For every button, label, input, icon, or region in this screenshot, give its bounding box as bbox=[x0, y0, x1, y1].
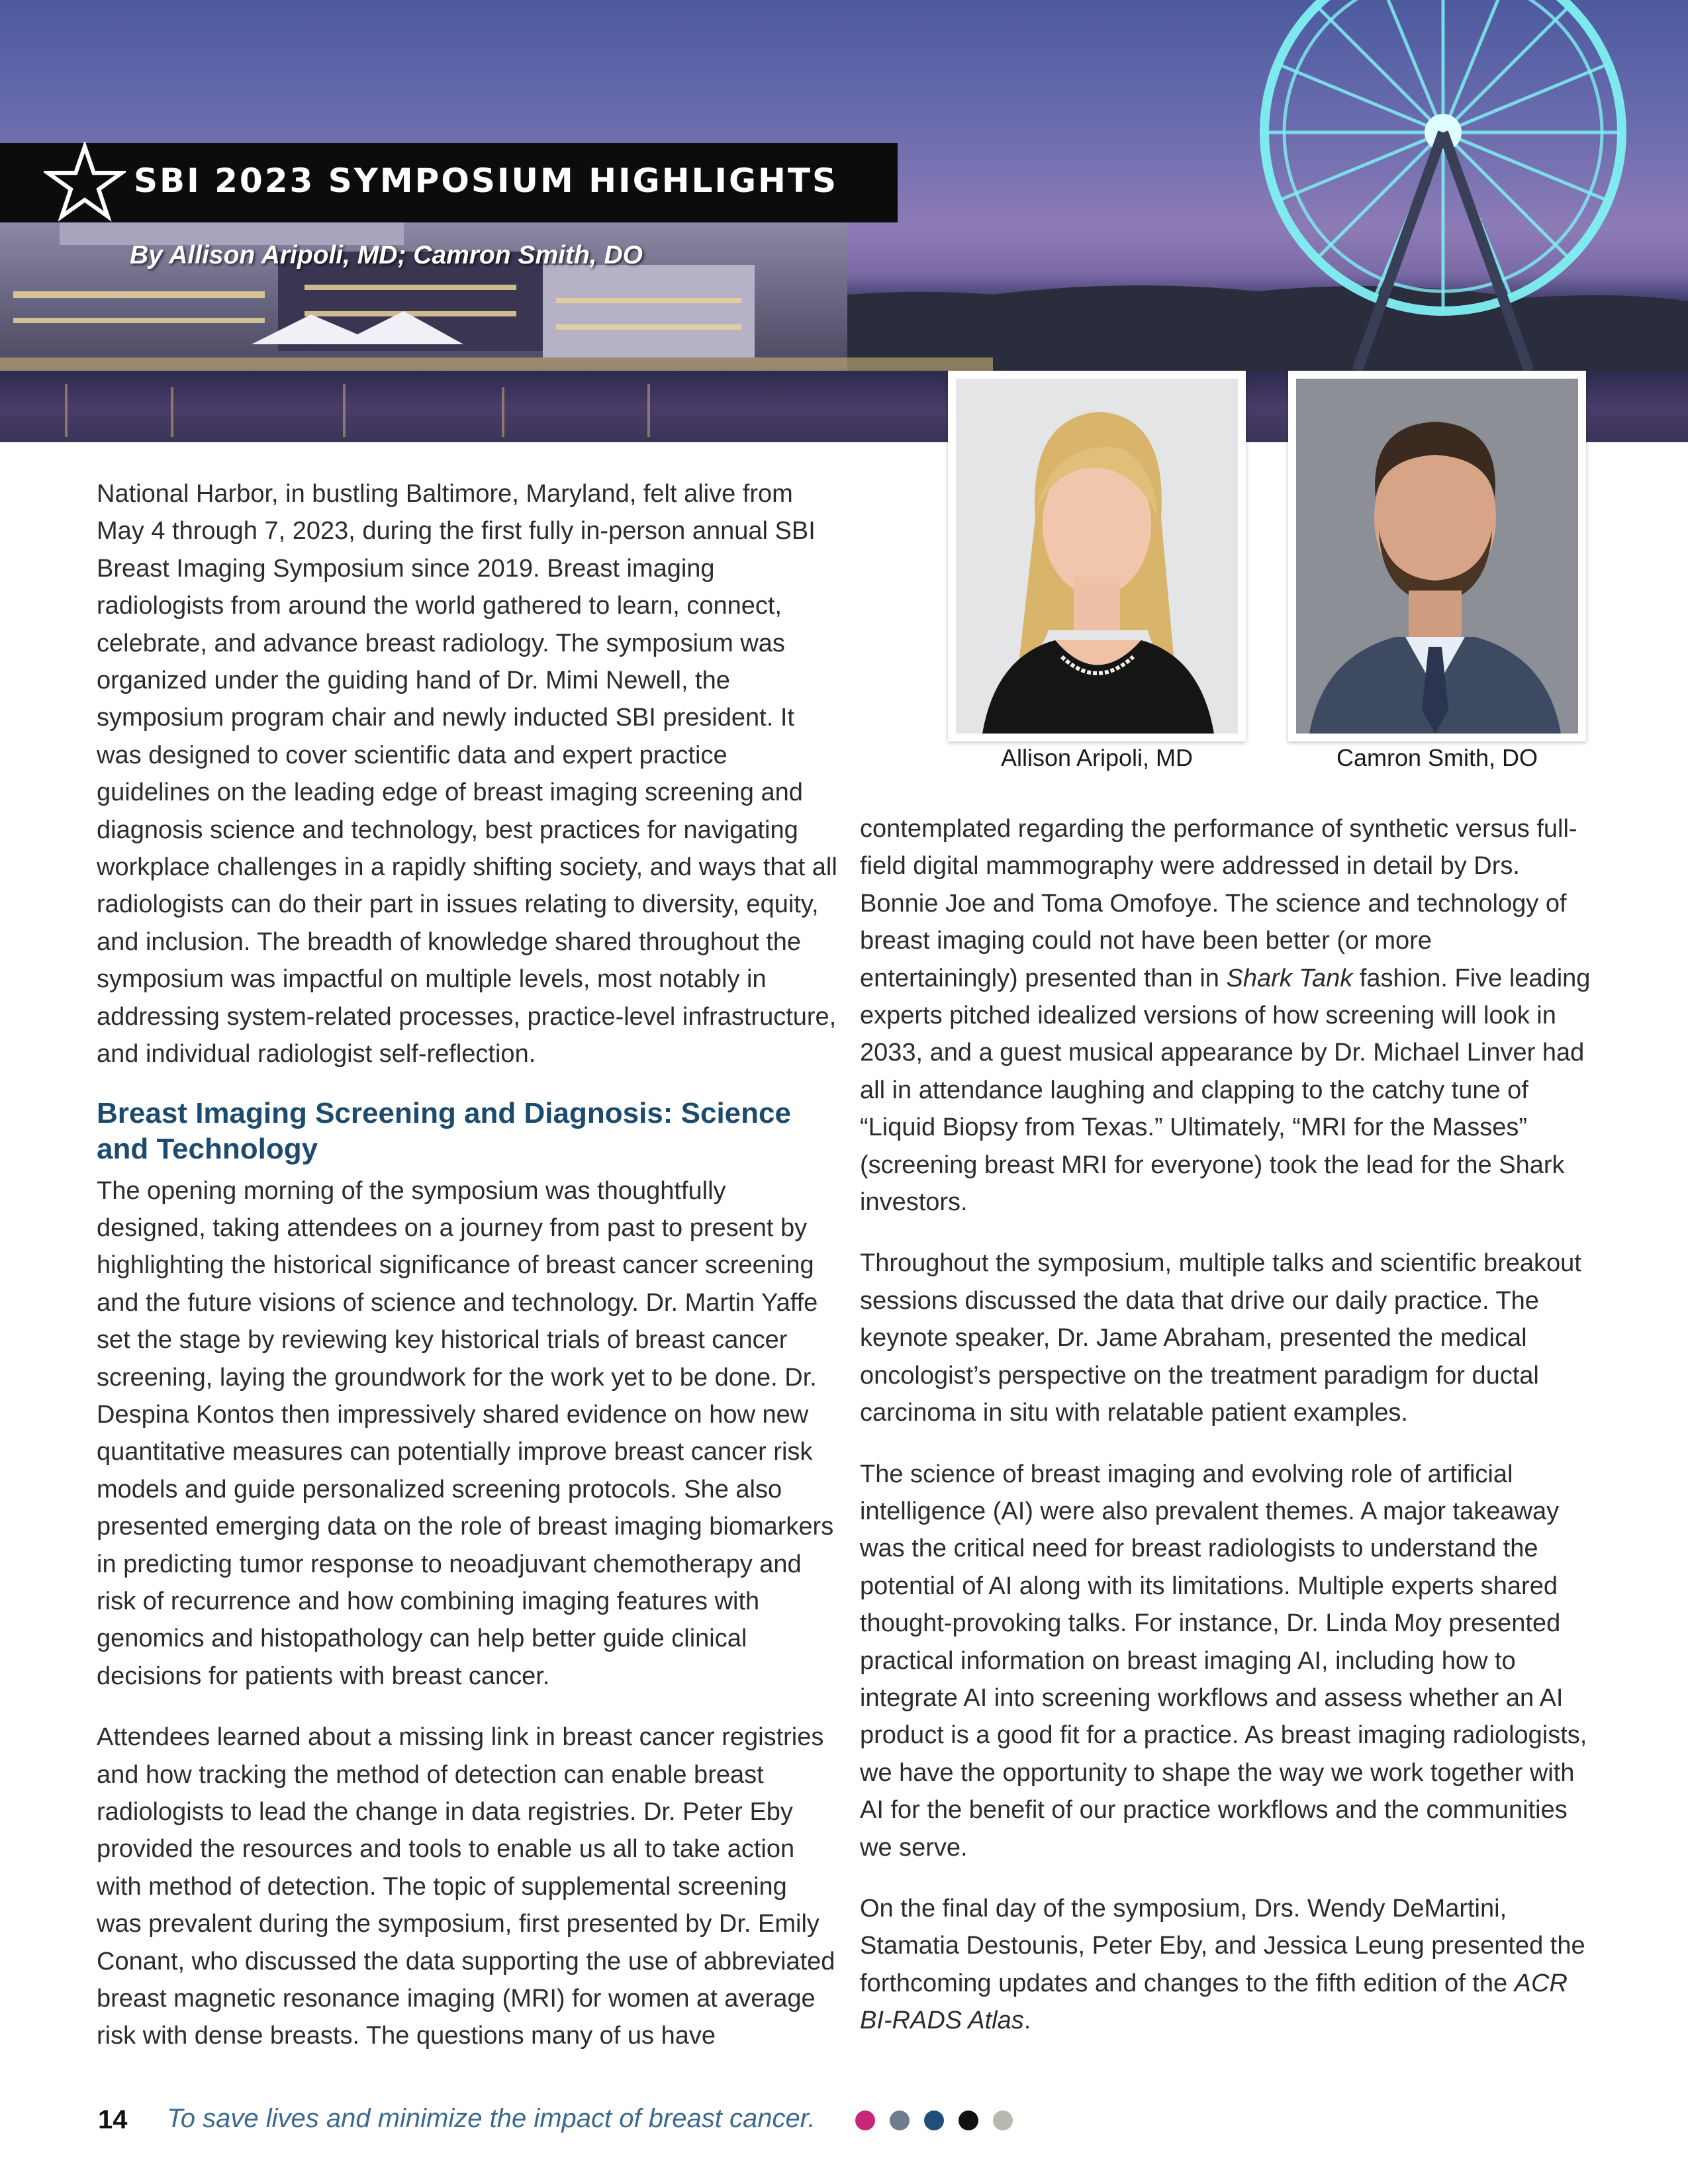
dot-slate bbox=[890, 2111, 910, 2130]
photo-caption-aripoli: Allison Aripoli, MD bbox=[1000, 744, 1194, 771]
page-title: SBI 2023 SYMPOSIUM HIGHLIGHTS bbox=[134, 162, 839, 200]
intro-paragraph: National Harbor, in bustling Baltimore, Maryland, felt alive from May 4 through 7, 2023, during the first fully in-person annual SBI Breast Imaging Symposium since 2019. Breast imaging radiologists from around the world gathered to learn, connect, celebrate, and advance breast radiology. The symposium was organized under the guiding hand of Dr. Mimi Newell, the symposium program chair and newly inducted SBI president. It was designed to cover scientific data and expert practice guidelines on the leading edge of breast imaging screening and diagnosis science and technology, best practices for navigating workplace challenges in a rapidly shifting society, and ways that all radiologists can do their part in issues relating to diversity, equity, and inclusion. The breadth of knowledge shared throughout the symposium was impactful on multiple levels, most notably in addressing system-related processes, practice-level infrastructure, and individual radiologist self-reflection. bbox=[97, 480, 837, 1068]
section-heading: Breast Imaging Screening and Diagnosis: Science and Technology bbox=[97, 1096, 791, 1165]
portrait-camron bbox=[1296, 379, 1578, 734]
dot-black bbox=[959, 2111, 978, 2130]
page-number: 14 bbox=[98, 2105, 128, 2134]
paragraph-shark-tank: contemplated regarding the performance of synthetic versus full-field digital mammography were addressed in detail by Drs. Bonnie Joe and Toma Omofoye. The science and technology of breast imaging could not have been better (or more entertainingly) presented than in Shark Tank fashion. Five leading experts pitched idealized versions of how screening will look in 2033, and a guest musical appearance by Dr. Michael Linver had all in attendance laughing and clapping to the catchy tune of “Liquid Biopsy from Texas.” Ultimately, “MRI for the Masses” (screening breast MRI for everyone) took the lead for the Shark investors. bbox=[860, 815, 1591, 1217]
footer-tagline: To save lives and minimize the impact of breast cancer. bbox=[167, 2104, 816, 2133]
emphasis-shark-tank: Shark Tank bbox=[1226, 964, 1353, 992]
star-icon bbox=[44, 142, 126, 224]
title-banner bbox=[0, 143, 898, 222]
photo-allison-aripoli bbox=[948, 371, 1246, 741]
ferris-wheel bbox=[1264, 0, 1622, 311]
paragraph-keynote: Throughout the symposium, multiple talks and scientific breakout sessions discussed the data that drive our daily practice. The keynote speaker, Dr. Jame Abraham, presented the medical oncologist’s perspective on the treatment paradigm for ductal carcinoma in situ with relatable patient examples. bbox=[860, 1249, 1581, 1427]
brand-dots bbox=[855, 2111, 1013, 2132]
dot-navy bbox=[924, 2111, 944, 2130]
paragraph-opening-morning: The opening morning of the symposium was thoughtfully designed, taking attendees on a journey from past to present by highlighting the historical significance of breast cancer screening and the future visions of science and technology. Dr. Martin Yaffe set the stage by reviewing key historical trials of breast cancer screening, laying the groundwork for the work yet to be done. Dr. Despina Kontos then impressively shared evidence on how new quantitative measures can potentially improve breast cancer risk models and guide personalized screening protocols. She also presented emerging data on the role of breast imaging biomarkers in predicting tumor response to neoadjuvant chemotherapy and risk of recurrence and how combining imaging features with genomics and histopathology can help better guide clinical decisions for patients with breast cancer. bbox=[97, 1176, 834, 1690]
emphasis-birads-atlas: ACR BI-RADS Atlas bbox=[860, 1969, 1568, 2035]
photo-camron-smith bbox=[1288, 371, 1586, 741]
dot-magenta bbox=[855, 2111, 875, 2130]
photo-caption-smith: Camron Smith, DO bbox=[1336, 744, 1538, 771]
dot-gray bbox=[993, 2111, 1013, 2130]
paragraph-final-day: On the final day of the symposium, Drs. Wendy DeMartini, Stamatia Destounis, Peter Eby, and Jessica Leung presented the forthcoming updates and changes to the fifth edition of the ACR BI-RADS Atlas. bbox=[860, 1894, 1585, 2035]
paragraph-ai: The science of breast imaging and evolving role of artificial intelligence (AI) were also prevalent themes. A major takeaway was the critical need for breast radiologists to understand the potential of AI along with its limitations. Multiple experts shared thought-provoking talks. For instance, Dr. Linda Moy presented practical information on breast imaging AI, including how to integrate AI into screening workflows and assess whether an AI product is a good fit for a practice. As breast imaging radiologists, we have the opportunity to shape the way we work together with AI for the benefit of our practice workflows and the communities we serve. bbox=[860, 1460, 1587, 1862]
article-column-right bbox=[860, 810, 1595, 2040]
paragraph-registries: Attendees learned about a missing link in breast cancer registries and how tracking the method of detection can enable breast radiologists to lead the change in data registries. Dr. Peter Eby provided the resources and tools to enable us all to take action with method of detection. The topic of supplemental screening was prevalent during the symposium, first presented by Dr. Emily Conant, who discussed the data supporting the use of abbreviated breast magnetic resonance imaging (MRI) for women at average risk with dense breasts. The questions many of us have bbox=[97, 1723, 835, 2050]
article-column-left bbox=[97, 475, 838, 2055]
author-byline: By Allison Aripoli, MD; Camron Smith, DO bbox=[130, 241, 643, 269]
portrait-allison bbox=[956, 379, 1238, 734]
